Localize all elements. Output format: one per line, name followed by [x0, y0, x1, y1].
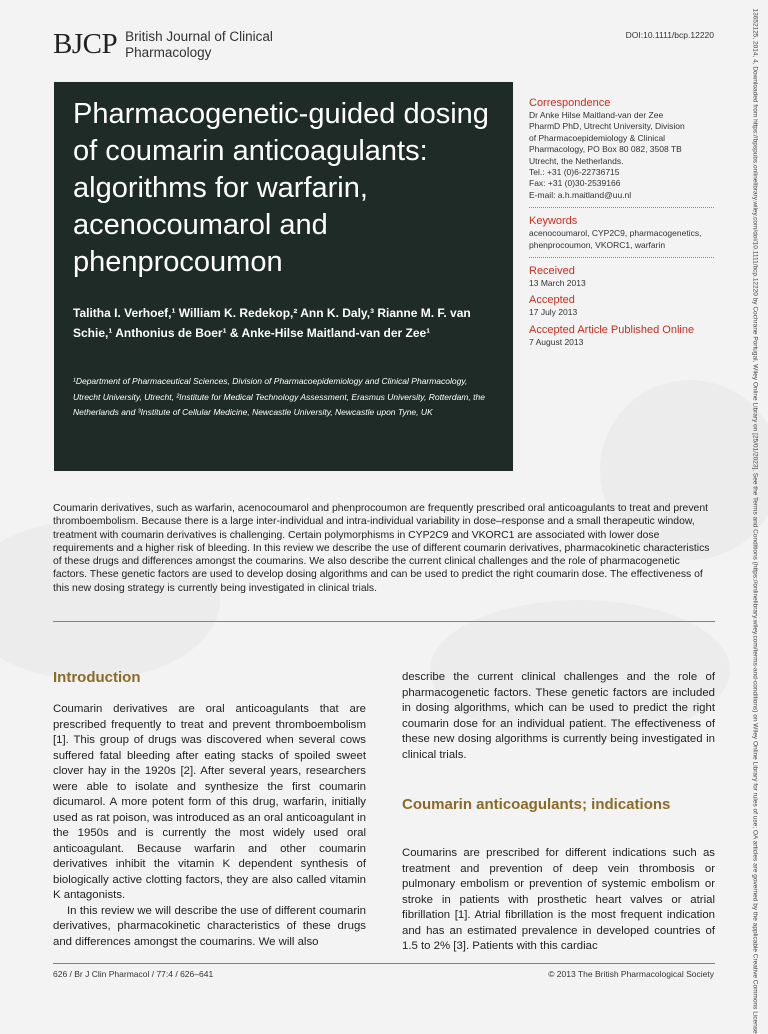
download-edge-text: 13652125, 2014, 4, Downloaded from https://bpspubs.onlinelibrary.wiley.com/doi/10.1111/bcp.12220 by Cochrane Portugal, Wiley Online Library on [25/01/2023]. See the Terms and Conditions (https://onlinelibrary.wiley.com/terms-and-conditions) on Wiley Online Library for rules of use; OA articles are governed by the applicable Creative Commons License: [751, 8, 759, 1034]
paragraph: In this review we will describe the use of different coumarin derivatives, pharmacokinetic characteristics of these drugs and differences amongst the coumarins. We will also: [53, 904, 366, 948]
title-banner: [54, 82, 513, 471]
accepted-date: 17 July 2013: [529, 307, 578, 318]
keywords-label: Keywords: [529, 215, 578, 228]
footer-copyright: © 2013 The British Pharmacological Society: [548, 969, 714, 979]
received-date: 13 March 2013: [529, 278, 586, 289]
fax: Fax: +31 (0)30-2539166: [529, 178, 621, 189]
keywords-list: acenocoumarol, CYP2C9, pharmacogenetics, phenprocoumon, VKORC1, warfarin: [529, 228, 702, 250]
section-heading-indications: Coumarin anticoagulants; indications: [402, 796, 671, 813]
right-column-top: [402, 670, 715, 763]
telephone: Tel.: +31 (0)6-22736715: [529, 167, 620, 178]
correspondence-line: Utrecht, the Netherlands.: [529, 155, 624, 166]
divider: [529, 207, 714, 208]
correspondence-line: of Pharmacoepidemiology & Clinical: [529, 132, 666, 143]
correspondence-line: PharmD PhD, Utrecht University, Division: [529, 121, 685, 132]
footer-citation: 626 / Br J Clin Pharmacol / 77:4 / 626–641: [53, 969, 214, 979]
correspondence-line: Pharmacology, PO Box 80 082, 3508 TB: [529, 144, 682, 155]
correspondence-label: Correspondence: [529, 97, 611, 109]
journal-logo: [53, 28, 285, 61]
accepted-online-date: 7 August 2013: [529, 336, 584, 347]
abstract-divider: [53, 621, 715, 622]
email-link[interactable]: E-mail: a.h.maitland@uu.nl: [529, 189, 632, 200]
left-column: [53, 702, 366, 950]
received-label: Received: [529, 265, 575, 278]
paragraph: describe the current clinical challenges and the role of pharmacogenetic factors. These genetic factors are included in dosing algorithms, which can be used to predict the right coumarin dose for an individual patient. The effectiveness of these new dosing algorithms is currently being investigated in clinical trials.: [402, 671, 715, 761]
footer-divider: [53, 963, 715, 964]
paragraph: Coumarins are prescribed for different indications such as treatment and prevention of deep vein thrombosis or pulmonary embolism or prevention of systemic embolism or stroke in patients with prosthetic heart valves or atrial fibrillation [1]. Atrial fibrillation is the most frequent indication and has an estimated prevalence in developed countries of 1.5 to 2% [3]. Patients with this cardiac: [402, 847, 715, 952]
right-column-bottom: [402, 846, 715, 955]
accepted-online-label: Accepted Article Published Online: [529, 323, 695, 336]
affiliations: ¹Department of Pharmaceutical Sciences, Division of Pharmacoepidemiology and Clinical Pharmacology, Utrecht University, Utrecht, ²Institute for Medical Technology Assessment, Erasmus University, Rotterdam, the Netherlands and ³Institute of Cellular Medicine, Newcastle University, Newcastle upon Tyne, UK: [73, 376, 485, 417]
article-info-sidebar: [529, 96, 714, 348]
paragraph: Coumarin derivatives are oral anticoagulants that are prescribed frequently to treat and prevent thromboembolism [1]. This group of drugs was discovered when several cows suffered fatal bleeding after eating stacks of spoiled sweet clover hay in the 1920s [2]. After several years, researchers were able to isolate and synthesize the first coumarin dicumarol. A more potent form of this drug, warfarin, initially used as rat poison, was introduced as an oral anticoagulant in the 1950s and is currently the most widely used oral anticoagulant. Because warfarin and other coumarin derivatives inhibit the vitamin K dependent synthesis of biologically active clotting factors, they are also called vitamin K antagonists.: [53, 703, 366, 901]
article-title: Pharmacogenetic-guided dosing of coumarin anticoagulants: algorithms for warfarin, acenocoumarol and phenprocoumon: [73, 98, 489, 278]
section-heading-introduction: Introduction: [53, 669, 141, 686]
journal-name: British Journal of Clinical Pharmacology: [125, 28, 273, 60]
author-list: Talitha I. Verhoef,¹ William K. Redekop,² Ann K. Daly,³ Rianne M. F. van Schie,¹ Anthonius de Boer¹ & Anke-Hilse Maitland-van der Zee¹: [73, 306, 471, 340]
doi-text: DOI:10.1111/bcp.12220: [625, 30, 714, 40]
abstract: Coumarin derivatives, such as warfarin, acenocoumarol and phenprocoumon are frequently prescribed oral anticoagulants to treat and prevent thromboembolism. Because there is a large inter-individual and intra-individual variability in dose–response and a small therapeutic window, treatment with coumarin derivatives is challenging. Certain polymorphisms in CYP2C9 and VKORC1 are associated with lower dose requirements and a higher risk of bleeding. In this review we describe the use of different coumarin derivatives, pharmacokinetic characteristics of these drugs and differences amongst the coumarins. We also describe the current clinical challenges and the role of pharmacogenetic factors. These genetic factors are used to develop dosing algorithms and can be used to predict the right coumarin dose. The effectiveness of this new dosing strategy is currently being investigated in clinical trials.: [53, 503, 710, 594]
journal-logo-mark: BJCP: [53, 28, 118, 60]
accepted-label: Accepted: [529, 294, 575, 307]
divider: [529, 257, 714, 258]
correspondence-line: Dr Anke Hilse Maitland-van der Zee: [529, 110, 664, 120]
